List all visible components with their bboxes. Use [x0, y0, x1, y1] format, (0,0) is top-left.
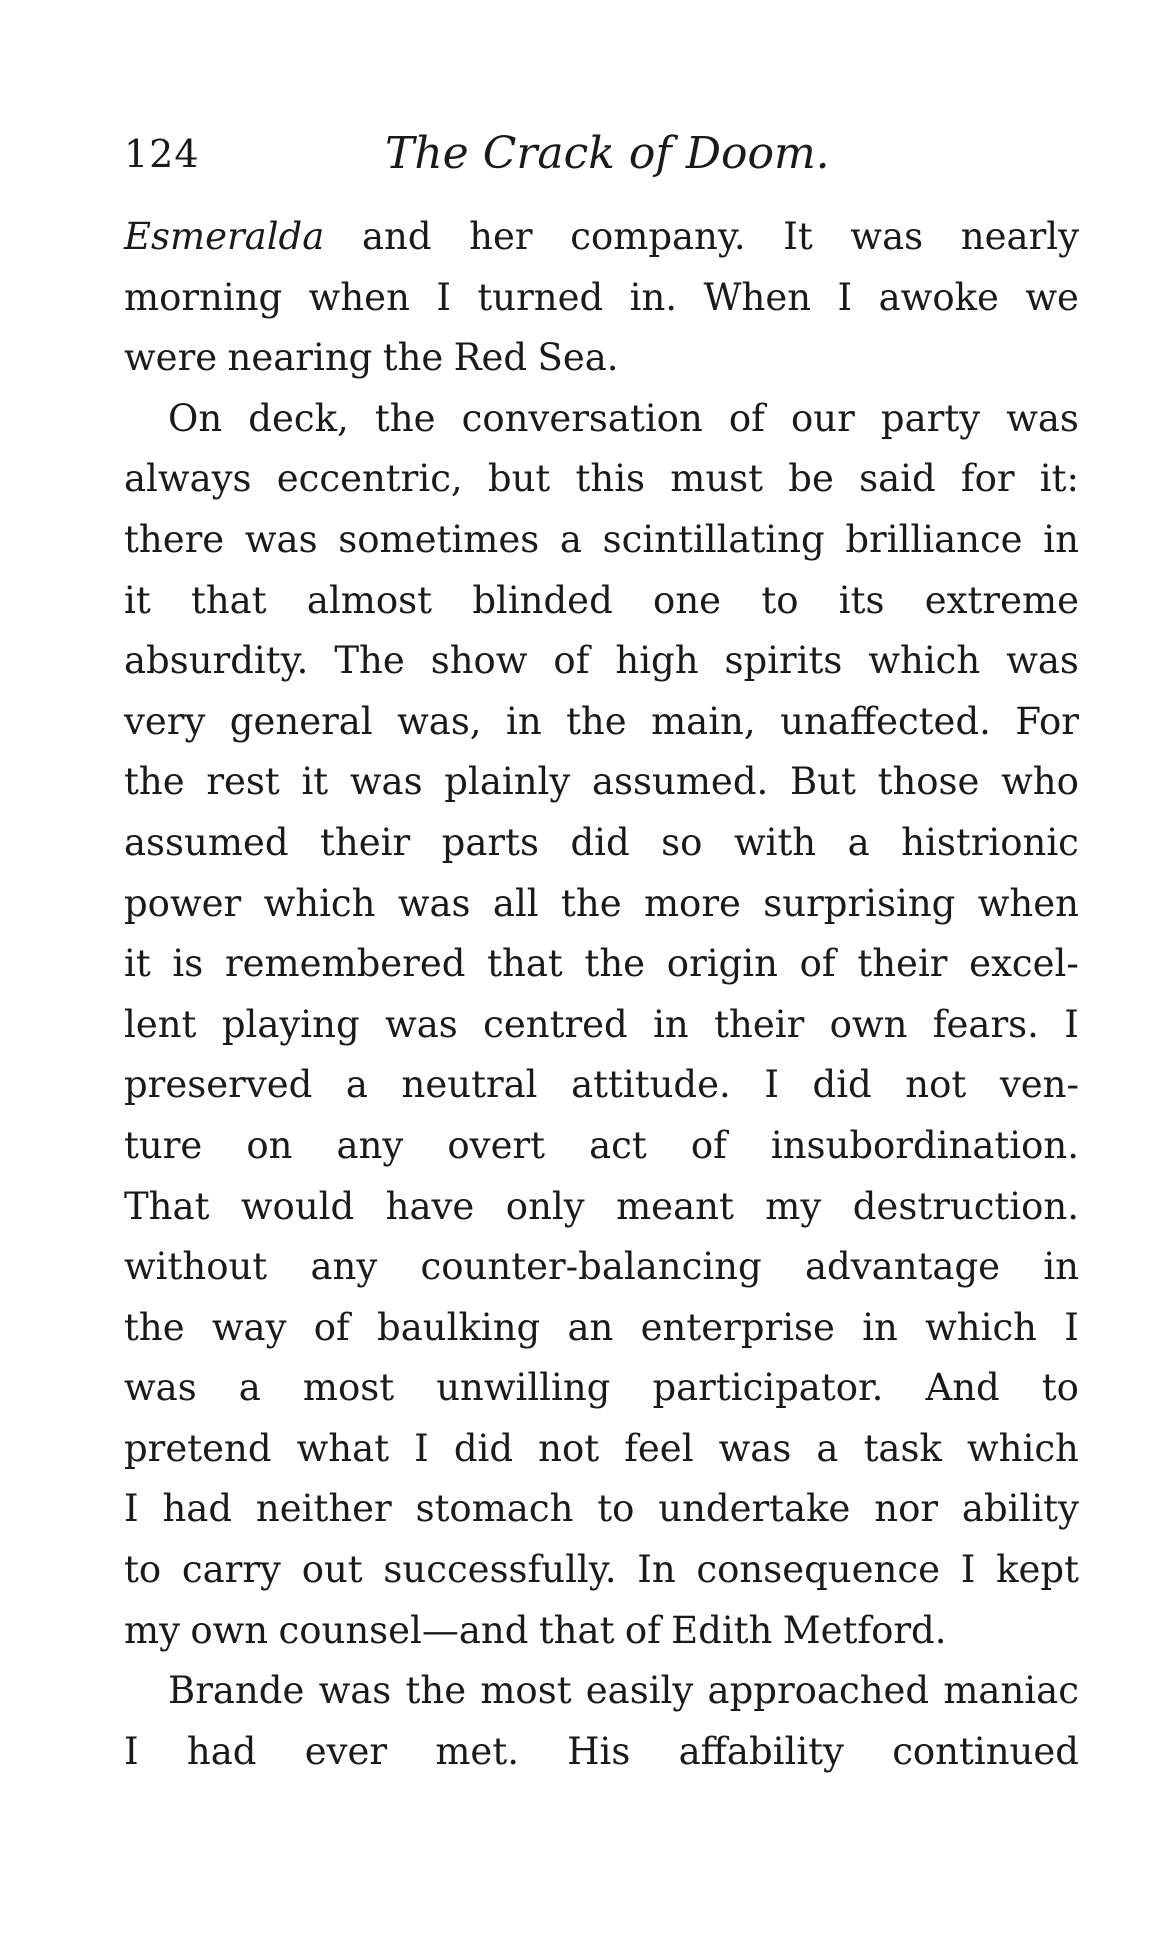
word: did	[570, 820, 630, 864]
word: its	[838, 578, 885, 622]
word: which	[966, 1426, 1079, 1470]
word: morning	[124, 275, 283, 319]
word: I	[1064, 1305, 1079, 1349]
word: of	[313, 1305, 350, 1349]
word: the	[374, 396, 436, 440]
text-line	[124, 1722, 1079, 1783]
text-line	[124, 1298, 1079, 1359]
word: origin	[666, 942, 778, 986]
word: unaffected.	[780, 699, 991, 743]
word: ever	[304, 1729, 388, 1773]
text-line	[124, 1177, 1079, 1238]
word: nearly	[960, 215, 1079, 258]
word: In	[637, 1548, 676, 1592]
word: undertake	[658, 1487, 851, 1531]
word: more	[643, 881, 741, 925]
word: absurdity.	[124, 639, 309, 683]
word: consequence	[696, 1548, 940, 1592]
word: insubordination.	[770, 1123, 1079, 1167]
word: His	[567, 1729, 631, 1773]
word: assumed.	[591, 760, 769, 804]
word: all	[492, 881, 539, 925]
word: rest	[206, 760, 280, 804]
word: meant	[616, 1184, 734, 1228]
page-header	[124, 128, 1079, 188]
word: playing	[221, 1002, 360, 1046]
word: Brande	[168, 1669, 305, 1713]
word: I	[414, 1426, 429, 1470]
word: had	[186, 1729, 257, 1773]
word: nearing	[227, 336, 373, 380]
word: which	[925, 1305, 1038, 1349]
word: baulking	[377, 1305, 541, 1349]
word: it	[124, 942, 151, 986]
word: turned	[477, 275, 604, 319]
word: carry	[181, 1548, 281, 1592]
word: task	[863, 1426, 942, 1470]
word: easily	[585, 1669, 694, 1713]
word: lent	[124, 1002, 197, 1046]
word: For	[1015, 699, 1079, 743]
running-title: The Crack of Doom.	[385, 128, 830, 179]
word: way	[211, 1305, 287, 1349]
word: overt	[447, 1123, 546, 1167]
word: of	[690, 1123, 727, 1167]
word: party	[880, 396, 981, 440]
word: was	[124, 1366, 197, 1410]
word: blinded	[472, 578, 613, 622]
text-line	[124, 1116, 1079, 1177]
word: the	[561, 881, 622, 925]
word: excel-	[969, 942, 1079, 986]
word: of	[728, 396, 765, 440]
word: affability	[678, 1729, 844, 1773]
word: extreme	[924, 578, 1079, 622]
word: did	[453, 1426, 514, 1470]
word: brilliance	[845, 517, 1023, 561]
body-text	[124, 207, 1079, 1782]
word: When	[703, 275, 812, 319]
word: neither	[255, 1487, 392, 1531]
word: their	[857, 942, 948, 986]
word: with	[733, 820, 817, 864]
word: in	[505, 699, 542, 743]
word: of	[799, 942, 836, 986]
word: destruction.	[852, 1184, 1079, 1228]
word: spirits	[724, 639, 843, 683]
word: the	[584, 942, 646, 986]
word: most	[480, 1669, 572, 1713]
word: eccentric,	[276, 457, 463, 501]
word: had	[162, 1487, 233, 1531]
word: ture	[124, 1123, 203, 1167]
word: high	[615, 639, 699, 683]
word: out	[301, 1548, 363, 1592]
word: would	[240, 1184, 355, 1228]
word: in	[653, 1002, 689, 1046]
word: our	[790, 396, 855, 440]
word: in	[1043, 517, 1079, 561]
word: without	[124, 1245, 268, 1289]
word: in.	[629, 275, 678, 319]
word: we	[1025, 275, 1079, 319]
word: feel	[624, 1426, 694, 1470]
word: It	[783, 215, 813, 258]
word: very	[124, 699, 206, 743]
word: most	[302, 1366, 395, 1410]
word: when	[308, 275, 410, 319]
word: advantage	[804, 1245, 1001, 1289]
word: conversation	[461, 396, 703, 440]
word: a	[847, 820, 870, 864]
word: that	[487, 942, 563, 986]
word: her	[469, 215, 533, 258]
text-line	[124, 207, 1079, 268]
word: to	[1041, 1366, 1079, 1410]
word: power	[124, 881, 242, 925]
word: fears.	[932, 1002, 1039, 1046]
text-line	[124, 631, 1079, 692]
word: in	[862, 1305, 898, 1349]
text-line	[124, 389, 1079, 450]
word: ven-	[999, 1063, 1079, 1107]
word: nor	[874, 1487, 939, 1531]
word: preserved	[124, 1063, 313, 1107]
word: almost	[306, 578, 433, 622]
word: was	[718, 1426, 792, 1470]
word: a	[238, 1366, 261, 1410]
word: I	[837, 275, 853, 319]
text-line	[124, 752, 1079, 813]
word: own	[190, 1608, 269, 1652]
word: show	[430, 639, 528, 683]
word: sometimes	[338, 517, 540, 561]
text-line	[124, 874, 1079, 935]
word: in	[1043, 1245, 1079, 1289]
word: their	[320, 820, 411, 864]
word: that	[190, 578, 267, 622]
word: when	[977, 881, 1079, 925]
word: it	[301, 760, 329, 804]
word: was	[850, 215, 924, 258]
word: scintillating	[602, 517, 825, 561]
word: I	[124, 1487, 139, 1531]
word: who	[1001, 760, 1079, 804]
word: enterprise	[640, 1305, 835, 1349]
word: The	[334, 639, 405, 683]
word: successfully.	[383, 1548, 617, 1592]
word: must	[670, 457, 764, 501]
word: unwilling	[436, 1366, 611, 1410]
word: it:	[1039, 457, 1079, 501]
word: main,	[651, 699, 756, 743]
word: have	[385, 1184, 475, 1228]
word: that	[538, 1608, 615, 1652]
word: were	[124, 336, 218, 380]
word: this	[575, 457, 646, 501]
word: was	[318, 1669, 392, 1713]
word: was	[385, 1002, 458, 1046]
word: a	[345, 1063, 368, 1107]
word: And	[925, 1366, 1000, 1410]
word: the	[124, 760, 185, 804]
word: those	[877, 760, 980, 804]
text-line	[124, 1479, 1079, 1540]
word: company.	[570, 215, 746, 258]
word: my	[765, 1184, 822, 1228]
word: kept	[996, 1548, 1079, 1592]
word: their	[714, 1002, 805, 1046]
word: counsel—and	[278, 1608, 529, 1652]
word: my	[124, 1608, 180, 1652]
word: I	[764, 1063, 779, 1107]
word: was	[244, 517, 318, 561]
text-line	[124, 1419, 1079, 1480]
text-line	[124, 268, 1079, 329]
word: on	[246, 1123, 293, 1167]
word: only	[505, 1184, 585, 1228]
text-line	[124, 1661, 1079, 1722]
word: participator.	[652, 1366, 884, 1410]
word: to	[597, 1487, 635, 1531]
word: remembered	[224, 942, 466, 986]
word: deck,	[248, 396, 349, 440]
word: for	[960, 457, 1015, 501]
word: approached	[707, 1669, 930, 1713]
page-number: 124	[124, 132, 200, 176]
text-line	[124, 510, 1079, 571]
word: stomach	[415, 1487, 574, 1531]
word: the	[566, 699, 627, 743]
word: which	[868, 639, 981, 683]
word: On	[168, 396, 223, 440]
text-line	[124, 571, 1079, 632]
word: continued	[892, 1729, 1079, 1773]
word: histrionic	[901, 820, 1079, 864]
word: a	[559, 517, 582, 561]
word: parts	[441, 820, 539, 864]
word: a	[816, 1426, 839, 1470]
text-line	[124, 692, 1079, 753]
word: maniac	[943, 1669, 1079, 1713]
word: awoke	[878, 275, 999, 319]
word: attitude.	[571, 1063, 731, 1107]
word: but	[487, 457, 551, 501]
word: of	[553, 639, 590, 683]
text-line	[124, 1237, 1079, 1298]
word: not	[905, 1063, 967, 1107]
word: Sea.	[537, 336, 619, 380]
word: That	[124, 1184, 210, 1228]
word: counter-balancing	[420, 1245, 762, 1289]
word: not	[538, 1426, 600, 1470]
word: to	[761, 578, 799, 622]
word: pretend	[124, 1426, 272, 1470]
text-line	[124, 1540, 1079, 1601]
word: said	[859, 457, 936, 501]
word: own	[829, 1002, 908, 1046]
word: neutral	[401, 1063, 538, 1107]
word: met.	[435, 1729, 519, 1773]
word: Metford.	[782, 1608, 947, 1652]
word: any	[336, 1123, 404, 1167]
word: was	[349, 760, 423, 804]
word: I	[436, 275, 451, 319]
word: an	[567, 1305, 614, 1349]
text-line	[124, 995, 1079, 1056]
word: I	[960, 1548, 976, 1592]
word: what	[296, 1426, 390, 1470]
word: plainly	[444, 760, 571, 804]
word: was	[1006, 639, 1079, 683]
word: was,	[397, 699, 482, 743]
word: be	[788, 457, 834, 501]
text-line	[124, 328, 1079, 389]
word: general	[229, 699, 373, 743]
word: I	[124, 1729, 139, 1773]
text-line	[124, 1358, 1079, 1419]
word: centred	[483, 1002, 628, 1046]
word: of	[624, 1608, 661, 1652]
word: did	[812, 1063, 872, 1107]
word: assumed	[124, 820, 289, 864]
word: Red	[453, 336, 528, 380]
word: is	[172, 942, 204, 986]
word: always	[124, 457, 252, 501]
word: which	[263, 881, 376, 925]
word: But	[789, 760, 856, 804]
word: act	[589, 1123, 647, 1167]
text-line	[124, 1055, 1079, 1116]
text-line	[124, 449, 1079, 510]
word: was	[1006, 396, 1079, 440]
word: the	[405, 1669, 467, 1713]
text-line	[124, 813, 1079, 874]
word: one	[653, 578, 722, 622]
word: it	[124, 578, 151, 622]
word: to	[124, 1548, 162, 1592]
word: the	[382, 336, 444, 380]
word: and	[361, 215, 432, 258]
word: Esmeralda	[124, 215, 325, 258]
word: so	[661, 820, 703, 864]
word: Edith	[671, 1608, 773, 1652]
word: any	[310, 1245, 378, 1289]
text-line	[124, 934, 1079, 995]
word: there	[124, 517, 225, 561]
word: the	[124, 1305, 185, 1349]
word: ability	[961, 1487, 1079, 1531]
word: I	[1064, 1002, 1079, 1046]
text-line	[124, 1601, 1079, 1662]
word: surprising	[763, 881, 956, 925]
word: was	[397, 881, 471, 925]
